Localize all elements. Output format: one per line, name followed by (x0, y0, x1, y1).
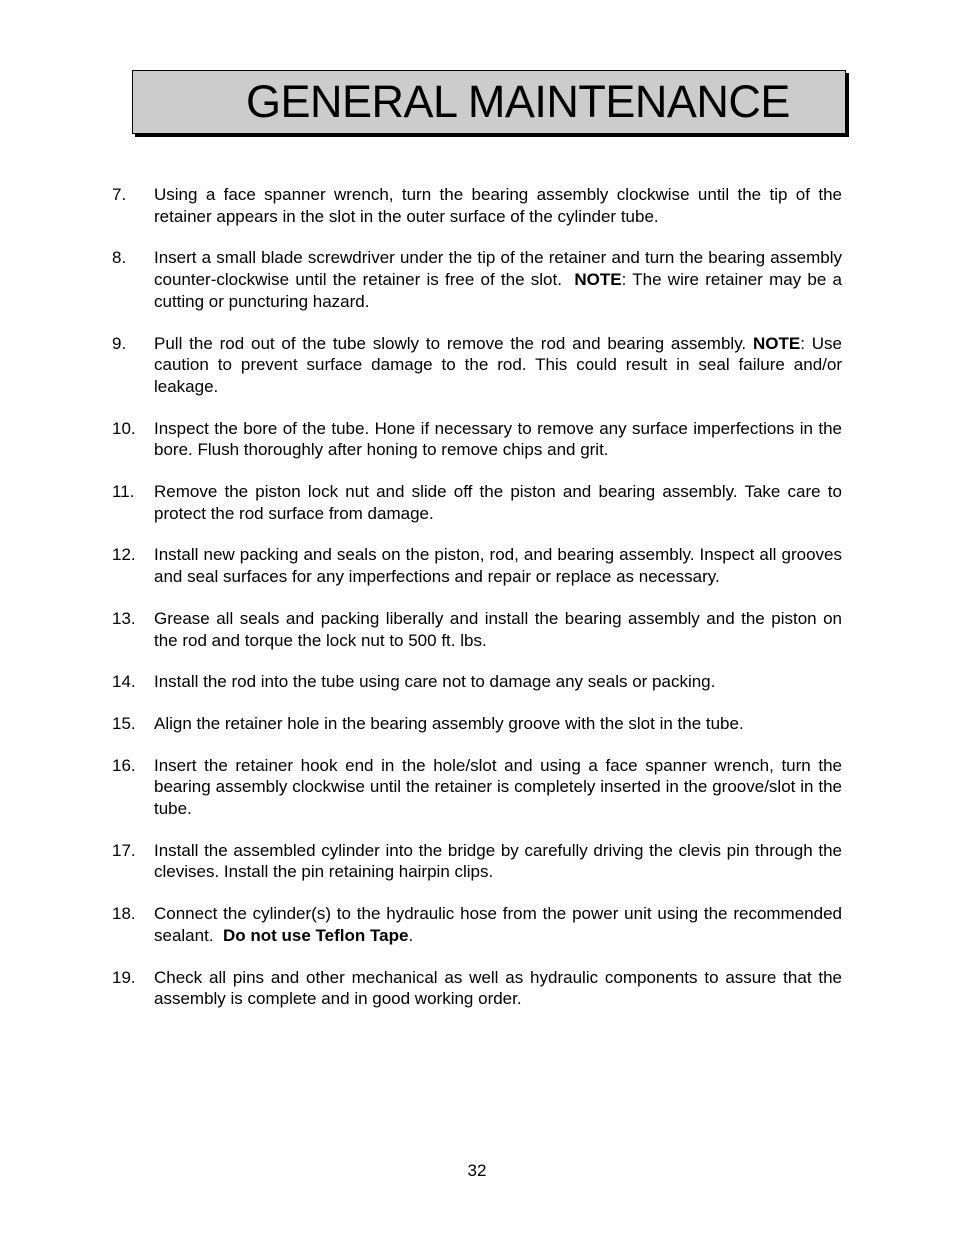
step-text: Using a face spanner wrench, turn the bearing assembly clockwise until the tip of the retainer appears in the slot in the outer surface of the cylinder tube. (154, 185, 842, 226)
list-item (112, 247, 842, 312)
step-number: 8. (112, 248, 127, 268)
note-label: NOTE (752, 333, 801, 353)
list-item (112, 755, 842, 820)
step-text: Remove the piston lock nut and slide off the piston and bearing assembly. Take care to protect the rod surface from damage. (154, 482, 842, 523)
step-number: 15. (112, 713, 136, 733)
step-text: Insert the retainer hook end in the hole/slot and using a face spanner wrench, turn the bearing assembly clockwise until the retainer is completely inserted in the groove/slot in the tube. (154, 755, 842, 819)
step-text: Pull the rod out of the tube slowly to remove the rod and bearing assembly. NOTE: Use caution to prevent surface damage to the rod. This could result in seal failure and/or leakage. (154, 333, 842, 396)
step-text: Inspect the bore of the tube. Hone if necessary to remove any surface imperfections in the bore. Flush thoroughly after honing to remove chips and grit. (154, 418, 842, 460)
page-number: 32 (467, 1161, 487, 1180)
list-item (112, 903, 842, 946)
step-text: Check all pins and other mechanical as well as hydraulic components to assure that the assembly is complete and in good working order. (154, 967, 842, 1009)
step-number: 10. (112, 418, 136, 438)
note-text: : The wire retainer may be a cutting or puncturing hazard. (154, 270, 843, 311)
list-item (112, 608, 842, 651)
step-number: 18. (112, 904, 136, 924)
step-text: Insert a small blade screwdriver under the tip of the retainer and turn the bearing assembly counter-clockwise until the retainer is free of the slot. NOTE: The wire retainer may be a cutting or puncturing hazard. (154, 248, 843, 311)
list-item (112, 840, 842, 883)
note-text: : Use caution to prevent surface damage to the rod. This could result in seal failure and/or leakage. (154, 333, 842, 396)
step-text: Install the assembled cylinder into the bridge by carefully driving the clevis pin through the clevises. Install the pin retaining hairpin clips. (154, 840, 842, 882)
step-number: 17. (112, 840, 136, 860)
note-label: NOTE (574, 270, 622, 290)
list-item (112, 544, 842, 587)
page-title: GENERAL MAINTENANCE (246, 76, 790, 127)
list-item (112, 967, 842, 1010)
list-item (112, 713, 842, 735)
list-item (112, 333, 842, 398)
step-number: 9. (112, 333, 127, 353)
step-text: Grease all seals and packing liberally and install the bearing assembly and the piston on the rod and torque the lock nut to 500 ft. lbs. (154, 608, 842, 650)
step-text: Install new packing and seals on the piston, rod, and bearing assembly. Inspect all grooves and seal surfaces for any imperfections and repair or replace as necessary. (154, 545, 842, 587)
section-header (132, 70, 846, 134)
step-number: 11. (112, 482, 135, 502)
step-number: 16. (112, 755, 136, 775)
warning-text: Do not use Teflon Tape (223, 925, 409, 945)
step-number: 12. (112, 545, 136, 565)
step-number: 19. (112, 967, 136, 987)
step-text: Install the rod into the tube using care not to damage any seals or packing. (154, 672, 716, 692)
step-number: 14. (112, 672, 136, 692)
step-number: 13. (112, 608, 136, 628)
list-item (112, 671, 842, 693)
list-item (112, 418, 842, 461)
list-item (112, 481, 842, 524)
step-text: Align the retainer hole in the bearing assembly groove with the slot in the tube. (154, 713, 744, 733)
step-number: 7. (112, 185, 127, 204)
maintenance-steps-list (112, 184, 842, 1030)
step-text: Connect the cylinder(s) to the hydraulic hose from the power unit using the recommended sealant. Do not use Teflon Tape. (154, 904, 842, 945)
list-item (112, 184, 842, 227)
